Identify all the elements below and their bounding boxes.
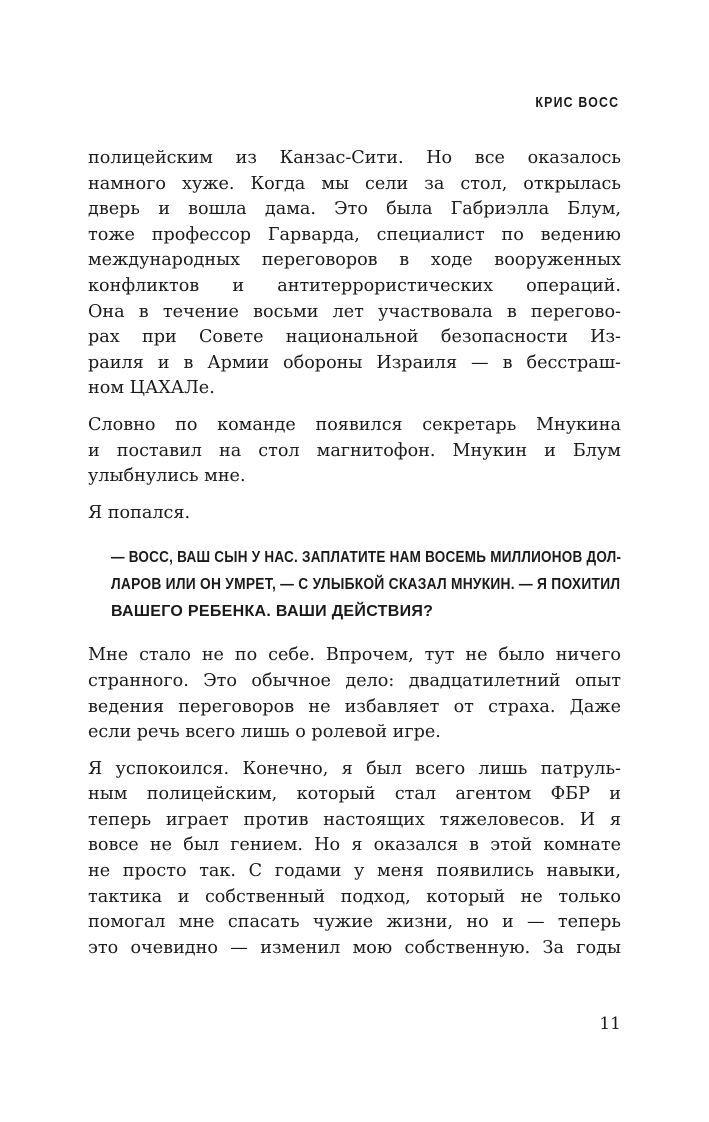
text-line: улыбнулись мне.	[88, 466, 246, 487]
quote-line: ВАШЕГО РЕБЕНКА. ВАШИ ДЕЙСТВИЯ?	[111, 603, 434, 621]
running-head: КРИС ВОСС	[535, 94, 619, 111]
text-line: Мне стало не по себе. Впрочем, тут не было ничего	[88, 645, 621, 666]
body-text	[88, 146, 621, 972]
quote-line: ЛАРОВ ИЛИ ОН УМРЕТ, — С УЛЫБКОЙ СКАЗАЛ МНУКИН. — Я ПОХИТИЛ	[111, 576, 621, 594]
paragraph	[88, 643, 621, 745]
text-line: Я попался.	[88, 502, 191, 523]
text-line: раиля и в Армии обороны Израиля — в бесстраш-	[88, 352, 621, 373]
paragraph	[88, 413, 621, 490]
text-line: рах при Совете национальной безопасности Из-	[88, 327, 621, 348]
dialogue-quote	[111, 544, 621, 625]
text-line: полицейским из Канзас-Сити. Но все оказалось	[88, 148, 621, 168]
paragraph	[88, 501, 621, 527]
text-line: международных переговоров в ходе вооруженных	[88, 250, 621, 271]
text-line: это очевидно — изменил мою собственную. За годы	[88, 937, 621, 958]
text-line: вовсе не был гением. Но я оказался в этой комнате	[88, 835, 621, 856]
text-line: ном ЦАХАЛе.	[88, 378, 215, 399]
text-line: если речь всего лишь о ролевой игре.	[88, 722, 441, 743]
text-line: тоже профессор Гарварда, специалист по ведению	[88, 224, 621, 245]
text-line: дверь и вошла дама. Это была Габриэлла Блум,	[88, 199, 621, 220]
text-line: не просто так. С годами у меня появились навыки,	[88, 861, 621, 882]
text-line: Она в течение восьми лет участвовала в перегово-	[88, 301, 621, 322]
text-line: помогал мне спасать чужие жизни, но и — теперь	[88, 912, 621, 933]
text-line: Я успокоился. Конечно, я был всего лишь патруль-	[88, 758, 621, 779]
text-line: намного хуже. Когда мы сели за стол, открылась	[88, 173, 621, 194]
text-line: теперь играет против настоящих тяжеловесов. И я	[88, 809, 621, 830]
text-line: и поставил на стол магнитофон. Мнукин и Блум	[88, 440, 621, 461]
paragraph	[88, 146, 621, 402]
text-line: странного. Это обычное дело: двадцатилетний опыт	[88, 670, 621, 691]
text-line: тактика и собственный подход, который не только	[88, 886, 621, 907]
page-number: 11	[599, 1014, 621, 1034]
quote-line: — ВОСС, ВАШ СЫН У НАС. ЗАПЛАТИТЕ НАМ ВОСЕМЬ МИЛЛИОНОВ ДОЛ-	[111, 549, 622, 567]
text-line: конфликтов и антитеррористических операций.	[88, 275, 621, 296]
text-line: Словно по команде появился секретарь Мнукина	[88, 414, 621, 435]
text-line: ным полицейским, который стал агентом ФБР и	[88, 784, 621, 805]
paragraph	[88, 757, 621, 962]
text-line: ведения переговоров не избавляет от страха. Даже	[88, 696, 621, 717]
